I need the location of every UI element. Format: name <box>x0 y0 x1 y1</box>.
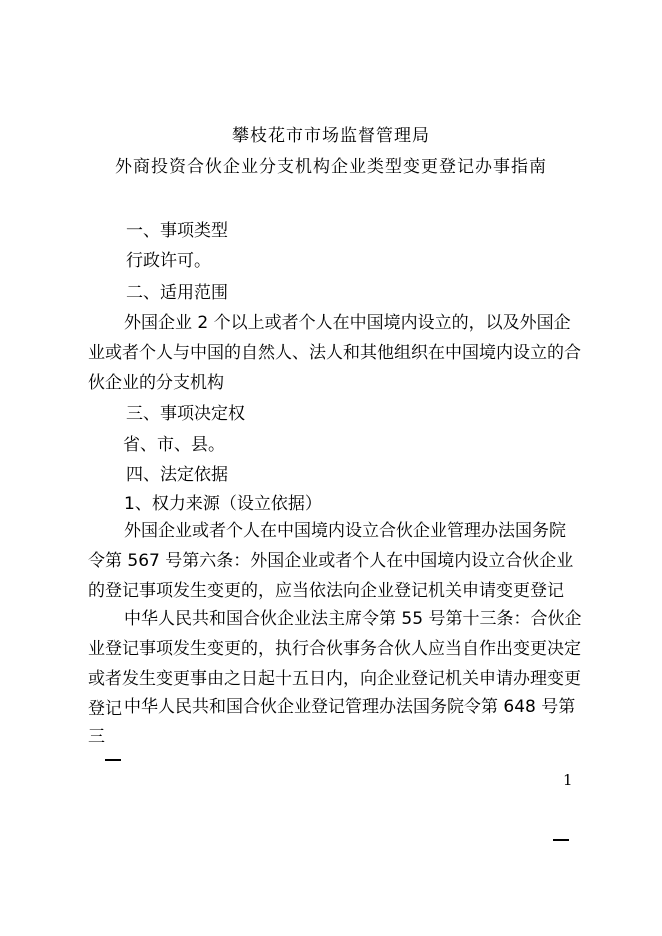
issuer-title: 攀枝花市市场监督管理局 <box>232 126 430 146</box>
section-4-paragraph-3-text: 中华人民共和国合伙企业登记管理办法国务院令第 648 号第三 <box>88 697 576 747</box>
section-2-heading: 二、适用范围 <box>126 283 228 303</box>
section-2-body <box>88 308 582 398</box>
section-4-paragraph-2-text: 中华人民共和国合伙企业法主席令第 55 号第十三条：合伙企业登记事项发生变更的，执行合伙事务合伙人应当自作出变更决定或者发生变更事由之日起十五日内，向企业登记机关申请办理变更登记 <box>88 609 582 719</box>
section-4-paragraph-1-text: 外国企业或者个人在中国境内设立合伙企业管理办法国务院令第 567 号第六条：外国企业或者个人在中国境内设立合伙企业的登记事项发生变更的，应当依法向企业登记机关申请变更登记 <box>88 521 574 601</box>
section-2-body-text: 外国企业 2 个以上或者个人在中国境内设立的，以及外国企业或者个人与中国的自然人、法人和其他组织在中国境内设立的合伙企业的分支机构 <box>88 313 581 393</box>
section-4-subheading: 1、权力来源（设立依据） <box>124 494 322 514</box>
section-1-body: 行政许可。 <box>126 251 211 271</box>
section-4-paragraph-1 <box>88 516 582 606</box>
page-number: 1 <box>563 771 573 789</box>
section-3-body: 省、市、县。 <box>123 435 225 455</box>
section-4-paragraph-3 <box>88 692 582 752</box>
section-3-heading: 三、事项决定权 <box>126 404 245 424</box>
footer-dash-right <box>553 839 569 841</box>
section-4-heading: 四、法定依据 <box>126 465 228 485</box>
guide-title: 外商投资合伙企业分支机构企业类型变更登记办事指南 <box>115 157 547 177</box>
section-1-heading: 一、事项类型 <box>126 221 228 241</box>
footer-dash-left <box>105 759 121 761</box>
